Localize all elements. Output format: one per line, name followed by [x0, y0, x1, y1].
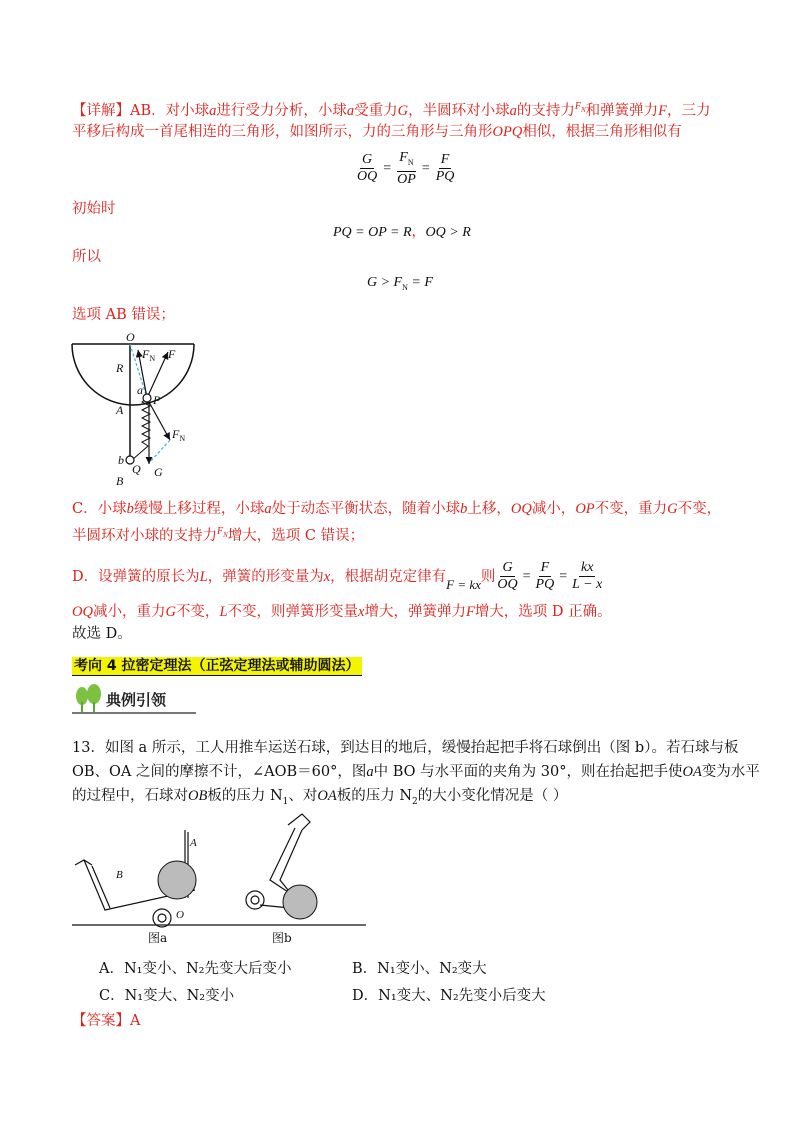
label-Q: Q — [132, 462, 141, 476]
label-F: F — [168, 347, 176, 361]
choice-b: B．N₁变小、N₂变大 — [352, 961, 487, 977]
label-FN: $F_N$ — [142, 347, 156, 363]
cart-label-B: B — [116, 869, 123, 881]
fig-b-caption: 图b — [272, 931, 292, 945]
label-A: A — [116, 403, 124, 417]
question-line-3: 的过程中，石球对OB板的压力 $N_1$、对OA板的压力 $N_2$的大小变化情况是（ ） — [72, 788, 568, 807]
choice-a: A．N₁变小、N₂先变大后变小 — [99, 961, 292, 977]
option-c-line-1: C．小球b缓慢上移过程，小球a处于动态平衡状态，随着小球b上移，OQ减小，OP不变，重力G不变， — [72, 501, 722, 517]
detail-line-2: 平移后构成一首尾相连的三角形，如图所示，力的三角形与三角形OPQ相似，根据三角形相似有 — [72, 124, 682, 140]
label-G: G — [154, 465, 163, 479]
fn-translated-arrow — [149, 402, 170, 440]
label-R: R — [116, 361, 124, 375]
equation-similar-triangles: $\frac{G}{OQ}$ = $\frac{F_N}{OP}$ = $\frac{F}{PQ}$ — [357, 150, 455, 187]
choice-c: C．N₁变大、N₂变小 — [99, 988, 235, 1004]
fig-a-caption: 图a — [148, 931, 168, 945]
label-FN-2: $F_N$ — [172, 427, 186, 443]
spring — [132, 398, 150, 460]
equation-initial: PQ = OP = R，OQ > R — [333, 225, 471, 240]
option-d-line-2: OQ减小，重力G不变，L不变，则弹簧形变量x增大，弹簧弹力F增大，选项 D 正确。 — [72, 604, 612, 620]
option-d-line-1: D．设弹簧的原长为 L ，弹簧的形变量为 x ，根据胡克定律有 F = kx 则 $\frac{G}{OQ}$ = $\frac{F}{PQ}$ = $\frac{kx}{L - x}$ — [72, 560, 603, 592]
semicircle-ring — [72, 344, 194, 405]
answer: 【答案】A — [72, 1013, 141, 1029]
example-banner — [72, 684, 196, 716]
cart-label-O: O — [176, 909, 184, 921]
cart-figures — [70, 810, 370, 950]
initial-label: 初始时 — [72, 201, 116, 217]
ab-wrong: 选项 AB 错误； — [72, 307, 175, 323]
option-c-line-2: 半圆环对小球的支持力$^{F_N}$增大，选项 C 错误； — [72, 526, 365, 544]
cart-label-A: A — [190, 837, 197, 849]
label-b: b — [118, 453, 124, 467]
conclusion: 故选 D。 — [72, 626, 132, 642]
ball-a — [143, 394, 151, 402]
question-line-1: 13．如图 a 所示，工人用推车运送石球，到达目的地后，缓慢抬起把手将石球倒出（图 b）。若石球与板 — [72, 740, 739, 756]
closing-dashed-line — [150, 440, 170, 462]
label-O: O — [126, 330, 135, 344]
equation-conclusion: $G > F_N = F$ — [367, 275, 433, 292]
question-line-2: OB、OA 之间的摩擦不计，∠AOB＝60°，图a中 BO 与水平面的夹角为 30°，则在抬起把手使OA变为水平 — [72, 764, 760, 780]
label-P: P — [153, 393, 161, 407]
section-heading: 考向 4 拉密定理法（正弦定理法或辅助圆法） — [74, 658, 360, 674]
label-a: a — [137, 383, 143, 397]
banner-label: 典例引领 — [106, 691, 167, 709]
stone-ball-b — [283, 885, 317, 919]
stone-ball-a — [158, 861, 196, 899]
so-label: 所以 — [72, 249, 101, 265]
force-diagram-figure — [70, 330, 230, 490]
choice-d: D．N₁变大、N₂先变小后变大 — [352, 988, 546, 1004]
detail-line-1: 【详解】AB．对小球a进行受力分析，小球a受重力G，半圆环对小球a的支持力$^{F_N}$和弹簧弹力F，三力 — [72, 101, 711, 119]
label-B: B — [116, 474, 124, 488]
